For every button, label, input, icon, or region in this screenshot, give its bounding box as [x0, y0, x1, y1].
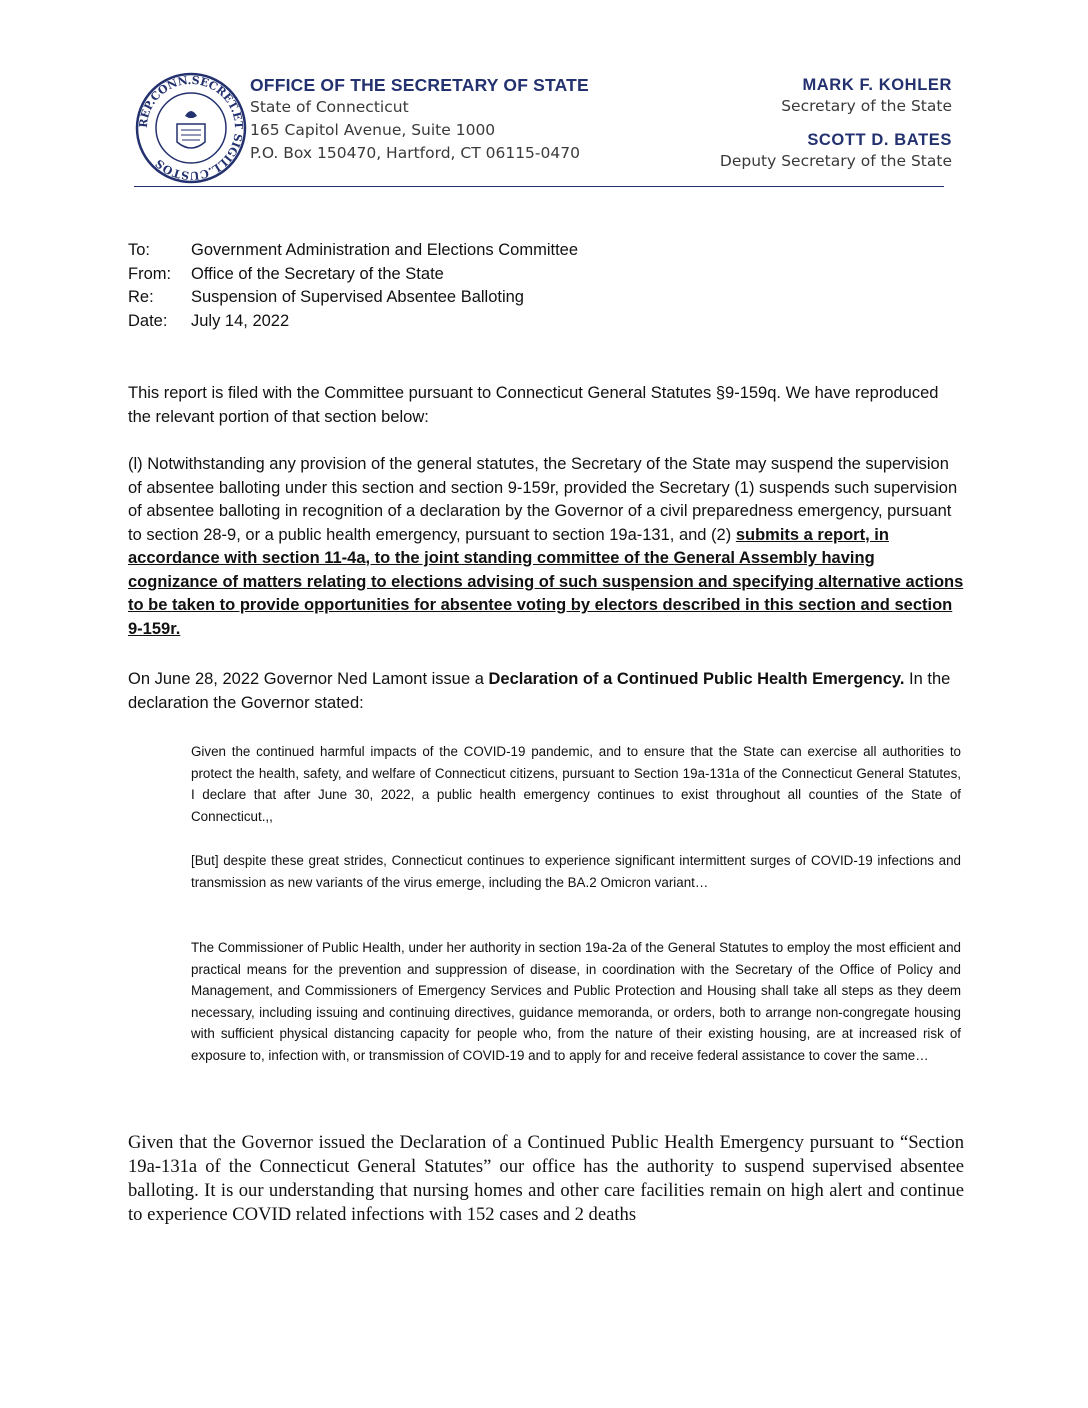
declaration-paragraph — [128, 668, 964, 715]
memo-from-row — [128, 263, 578, 287]
memo-date: July 14, 2022 — [191, 311, 290, 330]
secretary-title: Secretary of the State — [781, 97, 952, 115]
block-quote: [But] despite these great strides, Connecticut continues to experience significant intermittent surges of COVID-19 infections and transmission as new variants of the virus emerge, including the BA.2 Omicron variant… — [191, 853, 961, 890]
deputy-name: SCOTT D. BATES — [807, 131, 952, 149]
statute-paragraph — [128, 453, 964, 641]
address-line: P.O. Box 150470, Hartford, CT 06115-0470 — [250, 144, 580, 162]
memo-to: Government Administration and Elections Committee — [191, 241, 579, 259]
address-line: State of Connecticut — [250, 98, 409, 116]
memo-label: To: — [128, 241, 151, 259]
seal-text: REP.CONN.SECRET.ET SIGILL.CUSTOS — [136, 73, 246, 183]
state-seal-logo — [135, 72, 247, 184]
intro-paragraph: This report is filed with the Committee pursuant to Connecticut General Statutes §9-159q. We have reproduced the relevant portion of that section below: — [128, 384, 939, 426]
memo-subject: Suspension of Supervised Absentee Balloting — [191, 288, 524, 306]
memo-from: Office of the Secretary of the State — [191, 264, 444, 283]
statute-emphasis: submits a report, in accordance with section 11-4a, to the joint standing committee of the General Assembly having cognizance of matters relating to elections advising of such suspension and specifying alternative actions to be taken to provide opportunities for absentee voting by electors described in this section and section 9-159r. — [128, 525, 964, 638]
address-line: 165 Capitol Avenue, Suite 1000 — [250, 121, 496, 139]
secretary-name: MARK F. KOHLER — [802, 76, 952, 94]
memo-to-row — [128, 239, 578, 263]
declaration-text-end: In the declaration the Governor stated: — [128, 670, 951, 712]
block-quote: Given the continued harmful impacts of the COVID-19 pandemic, and to ensure that the State can exercise all authorities to protect the health, safety, and welfare of Connecticut citizens, pursuant to Section 19a-131a of the Connecticut General Statutes, I declare that after June 30, 2022, a public health emergency continues to exist throughout all counties of the State of Connecticut.,, — [191, 744, 961, 824]
memo-header — [128, 239, 578, 333]
memo-label: From: — [128, 264, 172, 283]
deputy-title: Deputy Secretary of the State — [719, 152, 952, 170]
office-title: OFFICE OF THE SECRETARY OF STATE — [250, 75, 589, 95]
memo-label: Date: — [128, 311, 168, 330]
declaration-text: On June 28, 2022 Governor Ned Lamont issue a — [128, 670, 489, 688]
memo-re-row — [128, 286, 578, 310]
memo-date-row — [128, 310, 578, 334]
declaration-title: Declaration of a Continued Public Health Emergency. — [488, 670, 905, 688]
officials-block — [720, 74, 952, 172]
office-address-block — [250, 74, 589, 165]
statute-text: (l) Notwithstanding any provision of the general statutes, the Secretary of the State may suspend the supervision of absentee balloting under this section and section 9-159r, provided the Secretary (1) suspends such supervision of absentee balloting in recognition of a declaration by the Governor of a civil preparedness emergency, pursuant to section 28-9, or a public health emergency, pursuant to section 19a-131, and (2) — [128, 455, 958, 544]
header-divider — [134, 186, 944, 187]
memo-label: Re: — [128, 288, 154, 306]
block-quote: The Commissioner of Public Health, under her authority in section 19a-2a of the General Statutes to employ the most efficient and practical means for the prevention and suppression of disease, in coordination with the Secretary of the Office of Policy and Management, and Commissioners of Emergency Services and Public Protection and Housing shall take all steps as they deem necessary, including issuing and continuing directives, guidance memoranda, or orders, both to arrange non-congregate housing with sufficient physical distancing capacity for people who, from the nature of their existing housing, are at increased risk of exposure to, infection with, or transmission of COVID-19 and to apply for and receive federal assistance to cover the same… — [191, 940, 961, 1063]
authority-paragraph: Given that the Governor issued the Declaration of a Continued Public Health Emergency pursuant to “Section 19a-131a of the Connecticut General Statutes” our office has the authority to suspend supervised absentee balloting. It is our understanding that nursing homes and other care facilities remain on high alert and continue to experience COVID related infections with 152 cases and 2 deaths — [128, 1132, 964, 1225]
